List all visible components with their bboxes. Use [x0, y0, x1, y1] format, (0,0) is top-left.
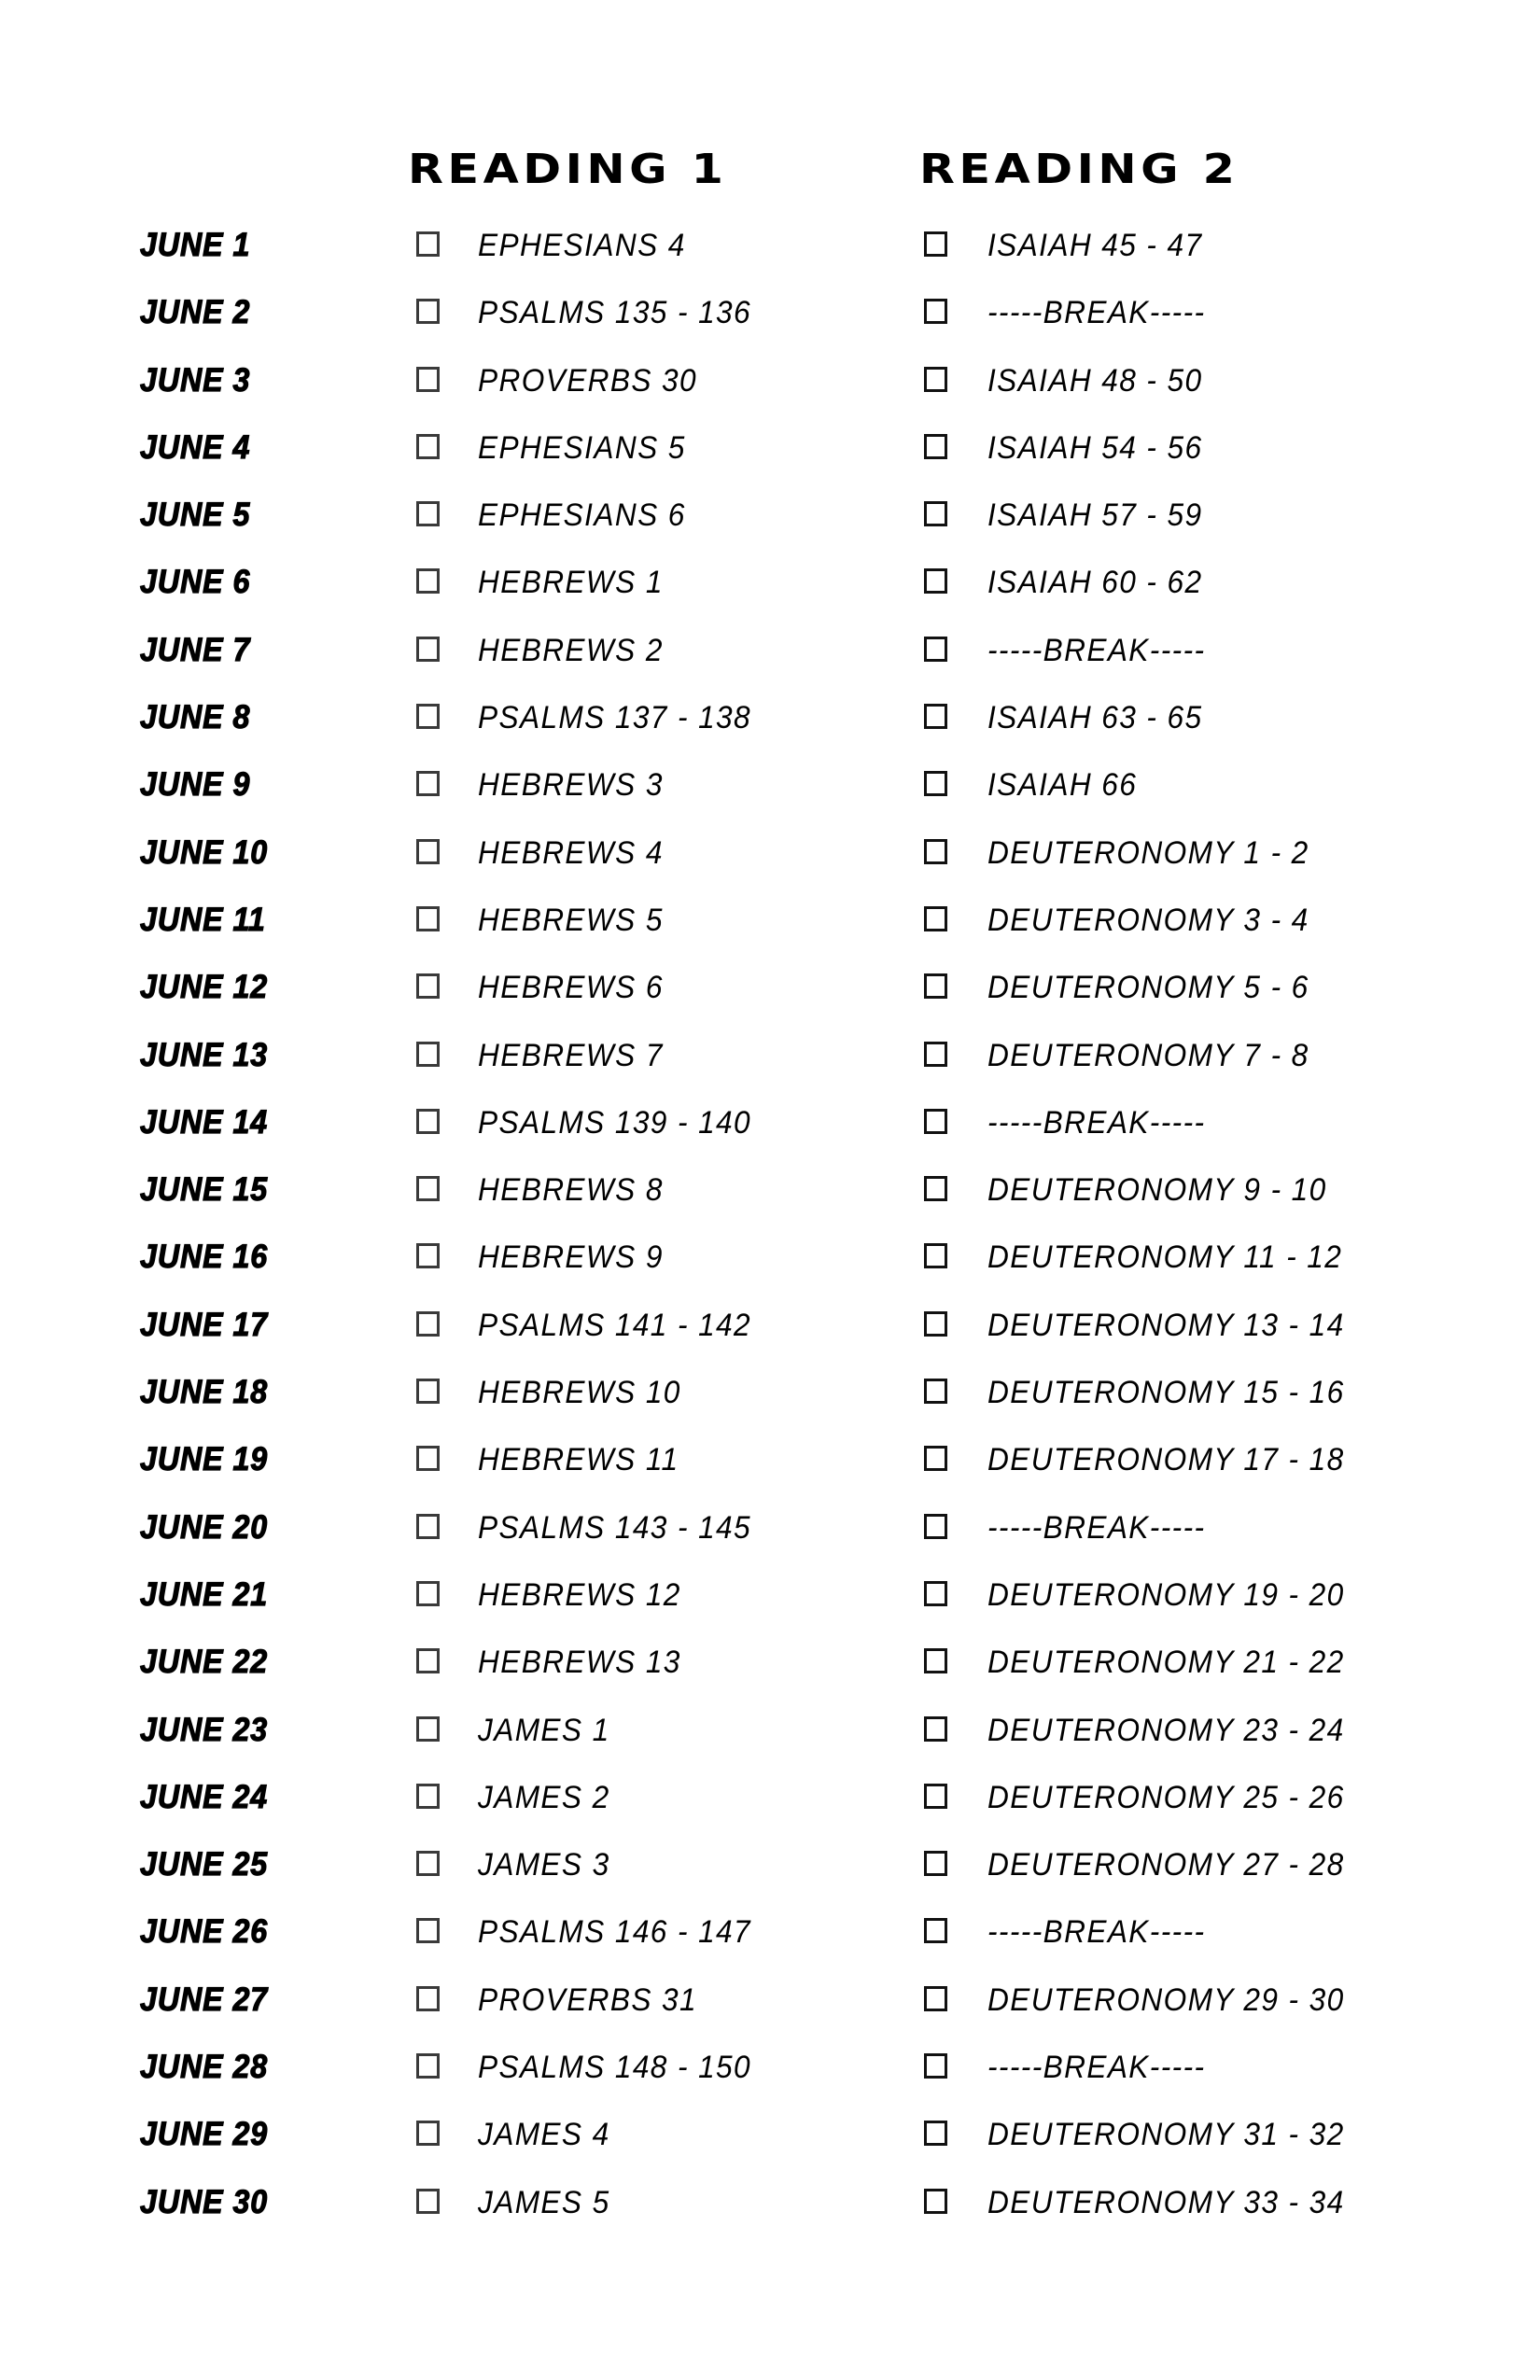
reading-2-checkbox-icon[interactable]: [924, 1784, 947, 1809]
date-label: JUNE 20: [140, 1508, 269, 1546]
date-label: JUNE 21: [140, 1575, 269, 1613]
reading-2-passage: DEUTERONOMY 21 - 22: [987, 1645, 1345, 1681]
reading-1-checkbox-icon[interactable]: [416, 1379, 440, 1404]
reading-1-checkbox-icon[interactable]: [416, 2189, 440, 2214]
date-label: JUNE 10: [140, 833, 269, 871]
reading-2-checkbox-icon[interactable]: [924, 1311, 947, 1337]
reading-2-checkbox-icon[interactable]: [924, 1514, 947, 1539]
reading-1-checkbox-icon[interactable]: [416, 771, 440, 796]
reading-2-passage: DEUTERONOMY 17 - 18: [987, 1442, 1345, 1478]
reading-1-passage: HEBREWS 13: [478, 1645, 681, 1681]
reading-1-checkbox-icon[interactable]: [416, 2121, 440, 2146]
reading-1-passage: PROVERBS 30: [478, 362, 698, 399]
reading-1-passage: PSALMS 143 - 145: [478, 1509, 752, 1546]
reading-2-checkbox-icon[interactable]: [924, 434, 947, 459]
reading-2-passage: -----BREAK-----: [987, 1914, 1206, 1951]
table-row: [0, 1629, 1540, 1696]
reading-2-checkbox-icon[interactable]: [924, 501, 947, 526]
reading-2-checkbox-icon[interactable]: [924, 2189, 947, 2214]
reading-1-checkbox-icon[interactable]: [416, 2053, 440, 2079]
date-label: JUNE 7: [140, 631, 251, 668]
date-label: JUNE 6: [140, 564, 251, 601]
reading-2-passage: DEUTERONOMY 23 - 24: [987, 1712, 1345, 1748]
reading-2-checkbox-icon[interactable]: [924, 1176, 947, 1201]
table-row: [0, 279, 1540, 346]
reading-2-passage: DEUTERONOMY 29 - 30: [987, 1981, 1345, 2018]
table-row: [0, 751, 1540, 819]
date-label: JUNE 29: [140, 2116, 269, 2153]
date-label: JUNE 14: [140, 1103, 269, 1141]
reading-1-passage: HEBREWS 4: [478, 834, 664, 871]
reading-1-passage: PSALMS 135 - 136: [478, 295, 752, 331]
reading-2-checkbox-icon[interactable]: [924, 1581, 947, 1606]
date-label: JUNE 19: [140, 1441, 269, 1478]
reading-1-checkbox-icon[interactable]: [416, 231, 440, 257]
reading-1-checkbox-icon[interactable]: [416, 1042, 440, 1067]
reading-1-passage: HEBREWS 5: [478, 902, 664, 938]
table-row: [0, 2101, 1540, 2168]
reading-1-header: READING 1: [408, 146, 728, 193]
date-label: JUNE 8: [140, 699, 251, 736]
reading-2-checkbox-icon[interactable]: [924, 637, 947, 662]
table-row: [0, 549, 1540, 616]
reading-2-passage: DEUTERONOMY 25 - 26: [987, 1779, 1345, 1815]
reading-2-passage: -----BREAK-----: [987, 2050, 1206, 2086]
reading-2-passage: -----BREAK-----: [987, 1509, 1206, 1546]
table-row: [0, 1967, 1540, 2034]
reading-2-checkbox-icon[interactable]: [924, 367, 947, 392]
table-row: [0, 617, 1540, 684]
reading-2-passage: -----BREAK-----: [987, 1104, 1206, 1141]
date-label: JUNE 16: [140, 1239, 269, 1276]
date-label: JUNE 2: [140, 294, 251, 331]
reading-1-checkbox-icon[interactable]: [416, 1176, 440, 1201]
table-row: [0, 1831, 1540, 1898]
reading-1-checkbox-icon[interactable]: [416, 367, 440, 392]
reading-1-checkbox-icon[interactable]: [416, 1243, 440, 1268]
reading-2-passage: DEUTERONOMY 31 - 32: [987, 2117, 1345, 2153]
reading-2-passage: ISAIAH 57 - 59: [987, 497, 1203, 534]
reading-2-checkbox-icon[interactable]: [924, 2121, 947, 2146]
reading-1-checkbox-icon[interactable]: [416, 501, 440, 526]
reading-2-checkbox-icon[interactable]: [924, 973, 947, 999]
reading-2-passage: DEUTERONOMY 33 - 34: [987, 2184, 1345, 2220]
reading-2-checkbox-icon[interactable]: [924, 2053, 947, 2079]
date-label: JUNE 26: [140, 1913, 269, 1951]
table-row: [0, 212, 1540, 279]
table-row: [0, 2034, 1540, 2101]
reading-plan-table: [0, 212, 1540, 2236]
reading-2-passage: -----BREAK-----: [987, 632, 1206, 668]
reading-2-passage: DEUTERONOMY 7 - 8: [987, 1037, 1309, 1073]
reading-1-checkbox-icon[interactable]: [416, 1446, 440, 1471]
reading-1-checkbox-icon[interactable]: [416, 906, 440, 931]
table-row: [0, 1561, 1540, 1629]
table-row: [0, 1764, 1540, 1831]
reading-2-checkbox-icon[interactable]: [924, 568, 947, 594]
table-row: [0, 1022, 1540, 1089]
reading-1-passage: HEBREWS 6: [478, 970, 664, 1006]
reading-1-passage: JAMES 3: [478, 1847, 610, 1883]
reading-1-checkbox-icon[interactable]: [416, 1648, 440, 1673]
reading-1-passage: JAMES 4: [478, 2117, 610, 2153]
reading-1-checkbox-icon[interactable]: [416, 1851, 440, 1876]
reading-1-checkbox-icon[interactable]: [416, 1986, 440, 2011]
reading-1-checkbox-icon[interactable]: [416, 299, 440, 324]
reading-1-passage: EPHESIANS 4: [478, 228, 686, 263]
reading-2-passage: DEUTERONOMY 5 - 6: [987, 970, 1309, 1006]
reading-2-checkbox-icon[interactable]: [924, 1716, 947, 1742]
reading-2-header: READING 2: [919, 146, 1239, 193]
table-row: [0, 1494, 1540, 1561]
date-label: JUNE 27: [140, 1981, 269, 2018]
date-label: JUNE 30: [140, 2183, 269, 2220]
table-row: [0, 1359, 1540, 1426]
reading-2-passage: ISAIAH 48 - 50: [987, 362, 1203, 399]
reading-1-passage: HEBREWS 1: [478, 565, 664, 601]
reading-1-passage: JAMES 5: [478, 2184, 610, 2220]
date-label: JUNE 25: [140, 1846, 269, 1883]
reading-1-passage: PSALMS 137 - 138: [478, 700, 752, 736]
reading-1-passage: HEBREWS 2: [478, 632, 664, 668]
reading-1-passage: HEBREWS 12: [478, 1576, 681, 1613]
table-row: [0, 1898, 1540, 1966]
date-label: JUNE 22: [140, 1644, 269, 1681]
reading-2-checkbox-icon[interactable]: [924, 1446, 947, 1471]
reading-2-checkbox-icon[interactable]: [924, 1851, 947, 1876]
reading-1-checkbox-icon[interactable]: [416, 1311, 440, 1337]
reading-1-checkbox-icon[interactable]: [416, 1716, 440, 1742]
reading-2-checkbox-icon[interactable]: [924, 1109, 947, 1134]
table-row: [0, 482, 1540, 549]
date-label: JUNE 4: [140, 428, 251, 466]
reading-1-passage: EPHESIANS 5: [478, 429, 686, 466]
table-row: [0, 954, 1540, 1021]
reading-2-passage: DEUTERONOMY 1 - 2: [987, 834, 1309, 871]
table-row: [0, 1292, 1540, 1359]
date-label: JUNE 23: [140, 1711, 269, 1748]
date-label: JUNE 17: [140, 1306, 269, 1343]
reading-2-checkbox-icon[interactable]: [924, 299, 947, 324]
table-row: [0, 1224, 1540, 1291]
reading-2-checkbox-icon[interactable]: [924, 1379, 947, 1404]
table-row: [0, 347, 1540, 414]
reading-2-checkbox-icon[interactable]: [924, 1042, 947, 1067]
reading-1-passage: PROVERBS 31: [478, 1981, 698, 2018]
reading-2-passage: ISAIAH 54 - 56: [987, 429, 1203, 466]
reading-1-passage: HEBREWS 8: [478, 1172, 664, 1209]
reading-1-passage: HEBREWS 10: [478, 1375, 681, 1411]
reading-1-passage: HEBREWS 11: [478, 1442, 679, 1478]
reading-2-passage: ISAIAH 45 - 47: [987, 228, 1203, 263]
reading-1-passage: PSALMS 148 - 150: [478, 2050, 752, 2086]
reading-1-passage: PSALMS 146 - 147: [478, 1914, 752, 1951]
reading-2-checkbox-icon[interactable]: [924, 771, 947, 796]
table-row: [0, 1697, 1540, 1764]
reading-1-passage: HEBREWS 3: [478, 767, 664, 804]
table-row: [0, 1426, 1540, 1493]
table-row: [0, 819, 1540, 887]
reading-2-passage: DEUTERONOMY 3 - 4: [987, 902, 1309, 938]
table-row: [0, 1089, 1540, 1156]
reading-1-passage: JAMES 2: [478, 1779, 610, 1815]
reading-1-checkbox-icon[interactable]: [416, 1514, 440, 1539]
reading-1-checkbox-icon[interactable]: [416, 839, 440, 864]
reading-1-checkbox-icon[interactable]: [416, 1784, 440, 1809]
reading-2-checkbox-icon[interactable]: [924, 1986, 947, 2011]
reading-2-checkbox-icon[interactable]: [924, 1648, 947, 1673]
reading-2-passage: ISAIAH 63 - 65: [987, 700, 1203, 736]
reading-1-checkbox-icon[interactable]: [416, 973, 440, 999]
reading-2-passage: DEUTERONOMY 15 - 16: [987, 1375, 1345, 1411]
reading-2-checkbox-icon[interactable]: [924, 704, 947, 729]
reading-1-checkbox-icon[interactable]: [416, 1109, 440, 1134]
reading-1-passage: HEBREWS 9: [478, 1239, 664, 1276]
reading-2-passage: DEUTERONOMY 13 - 14: [987, 1307, 1345, 1343]
reading-2-passage: -----BREAK-----: [987, 295, 1206, 331]
reading-1-passage: HEBREWS 7: [478, 1037, 664, 1073]
reading-2-checkbox-icon[interactable]: [924, 906, 947, 931]
table-row: [0, 887, 1540, 954]
reading-1-passage: PSALMS 141 - 142: [478, 1307, 752, 1343]
date-label: JUNE 5: [140, 497, 251, 534]
reading-2-passage: DEUTERONOMY 27 - 28: [987, 1847, 1345, 1883]
reading-2-checkbox-icon[interactable]: [924, 839, 947, 864]
date-label: JUNE 11: [140, 901, 266, 938]
date-label: JUNE 13: [140, 1036, 269, 1073]
table-row: [0, 414, 1540, 482]
reading-2-checkbox-icon[interactable]: [924, 231, 947, 257]
date-label: JUNE 18: [140, 1374, 269, 1411]
date-label: JUNE 28: [140, 2049, 269, 2086]
reading-2-passage: DEUTERONOMY 19 - 20: [987, 1576, 1345, 1613]
reading-1-passage: EPHESIANS 6: [478, 497, 686, 534]
date-label: JUNE 3: [140, 361, 251, 399]
date-label: JUNE 1: [140, 227, 251, 263]
date-label: JUNE 15: [140, 1171, 269, 1209]
table-row: [0, 1156, 1540, 1224]
reading-1-checkbox-icon[interactable]: [416, 637, 440, 662]
table-row: [0, 684, 1540, 751]
reading-2-checkbox-icon[interactable]: [924, 1918, 947, 1943]
date-label: JUNE 24: [140, 1778, 269, 1815]
reading-1-passage: PSALMS 139 - 140: [478, 1104, 752, 1141]
reading-1-checkbox-icon[interactable]: [416, 568, 440, 594]
date-label: JUNE 9: [140, 766, 251, 804]
reading-1-checkbox-icon[interactable]: [416, 1918, 440, 1943]
reading-2-checkbox-icon[interactable]: [924, 1243, 947, 1268]
reading-2-passage: ISAIAH 60 - 62: [987, 565, 1203, 601]
reading-2-passage: ISAIAH 66: [987, 767, 1138, 804]
reading-1-checkbox-icon[interactable]: [416, 704, 440, 729]
table-row: [0, 2169, 1540, 2236]
reading-1-checkbox-icon[interactable]: [416, 434, 440, 459]
reading-2-passage: DEUTERONOMY 9 - 10: [987, 1172, 1327, 1209]
reading-1-checkbox-icon[interactable]: [416, 1581, 440, 1606]
date-label: JUNE 12: [140, 969, 269, 1006]
reading-1-passage: JAMES 1: [478, 1712, 610, 1748]
reading-2-passage: DEUTERONOMY 11 - 12: [987, 1239, 1343, 1276]
